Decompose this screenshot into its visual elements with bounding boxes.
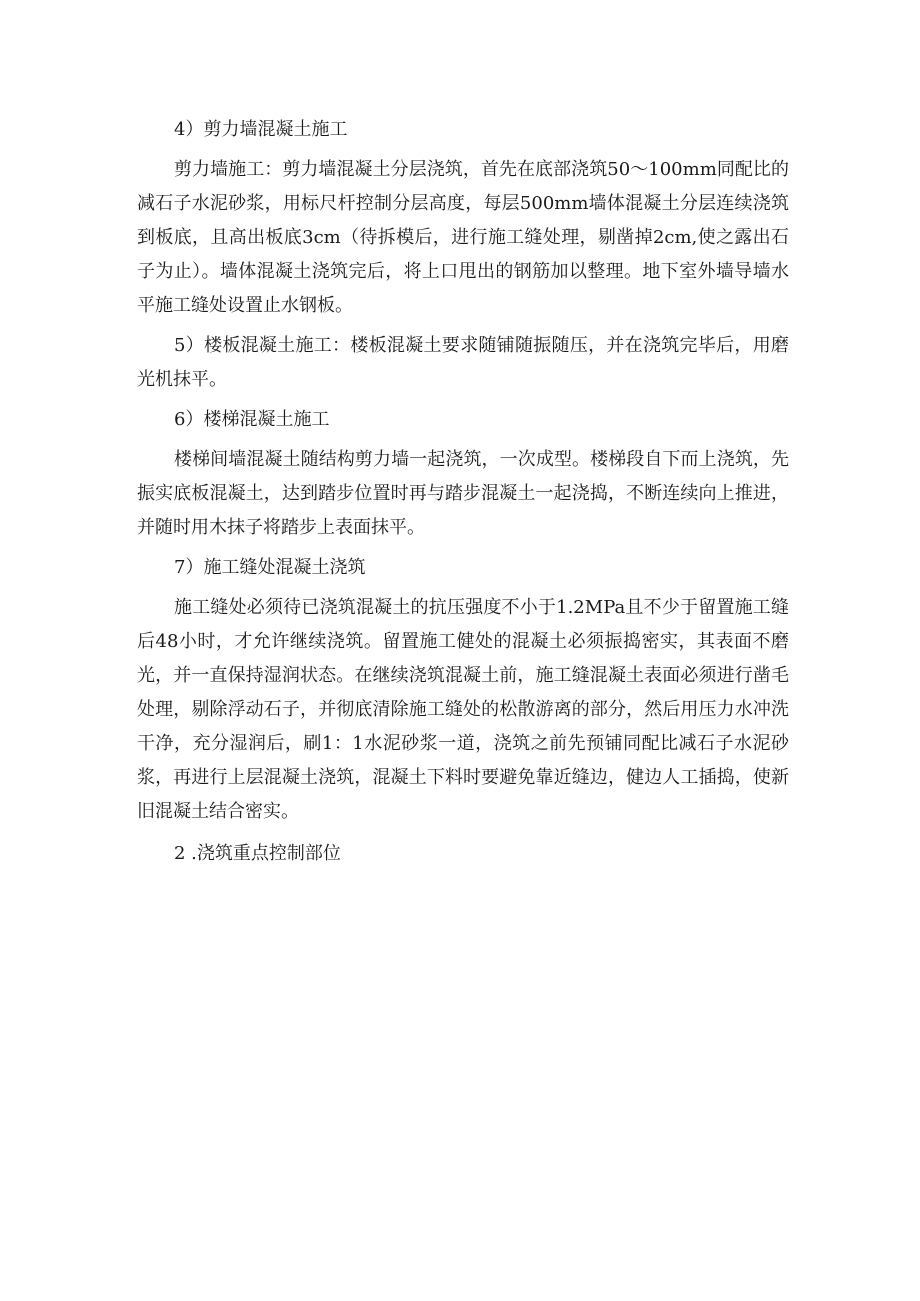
document-body (137, 113, 789, 877)
section-heading-construction-joint: 7）施工缝处混凝土浇筑 (174, 557, 366, 578)
section-heading-shear-wall: 4）剪力墙混凝土施工 (174, 119, 348, 140)
section-heading-stairs: 6）楼梯混凝土施工 (174, 409, 330, 430)
paragraph-floor-slab: 5）楼板混凝土施工：楼板混凝土要求随铺随振随压，并在浇筑完毕后，用磨光机抹平。 (137, 335, 789, 390)
section-heading-key-control: 2 .浇筑重点控制部位 (174, 843, 341, 864)
paragraph-stairs: 楼梯间墙混凝土随结构剪力墙一起浇筑，一次成型。楼梯段自下而上浇筑，先振实底板混凝土，达到踏步位置时再与踏步混凝土一起浇捣，不断连续向上推进，并随时用木抹子将踏步上表面抹平。 (137, 449, 789, 538)
paragraph-construction-joint: 施工缝处必须待已浇筑混凝土的抗压强度不小于1.2MPa且不少于留置施工缝后48小时，才允许继续浇筑。留置施工健处的混凝土必须振捣密实，其表面不磨光，并一直保持湿润状态。在继续浇筑混凝土前，施工缝混凝土表面必须进行凿毛处理，剔除浮动石子，并彻底清除施工缝处的松散游离的部分，然后用压力水冲洗干净，充分湿润后，刷1：1水泥砂浆一道，浇筑之前先预铺同配比减石子水泥砂浆，再进行上层混凝土浇筑，混凝土下料时要避免靠近缝边，健边人工插捣，使新旧混凝土结合密实。 (137, 597, 789, 822)
paragraph-shear-wall: 剪力墙施工：剪力墙混凝土分层浇筑，首先在底部浇筑50～100mm同配比的减石子水泥砂浆，用标尺杆控制分层高度，每层500mm墙体混凝土分层连续浇筑到板底，且高出板底3cm（待拆模后，进行施工缝处理，剔凿掉2cm,使之露出石子为止）。墙体混凝土浇筑完后，将上口甩出的钢筋加以整理。地下室外墙导墙水平施工缝处设置止水钢板。 (137, 159, 789, 316)
